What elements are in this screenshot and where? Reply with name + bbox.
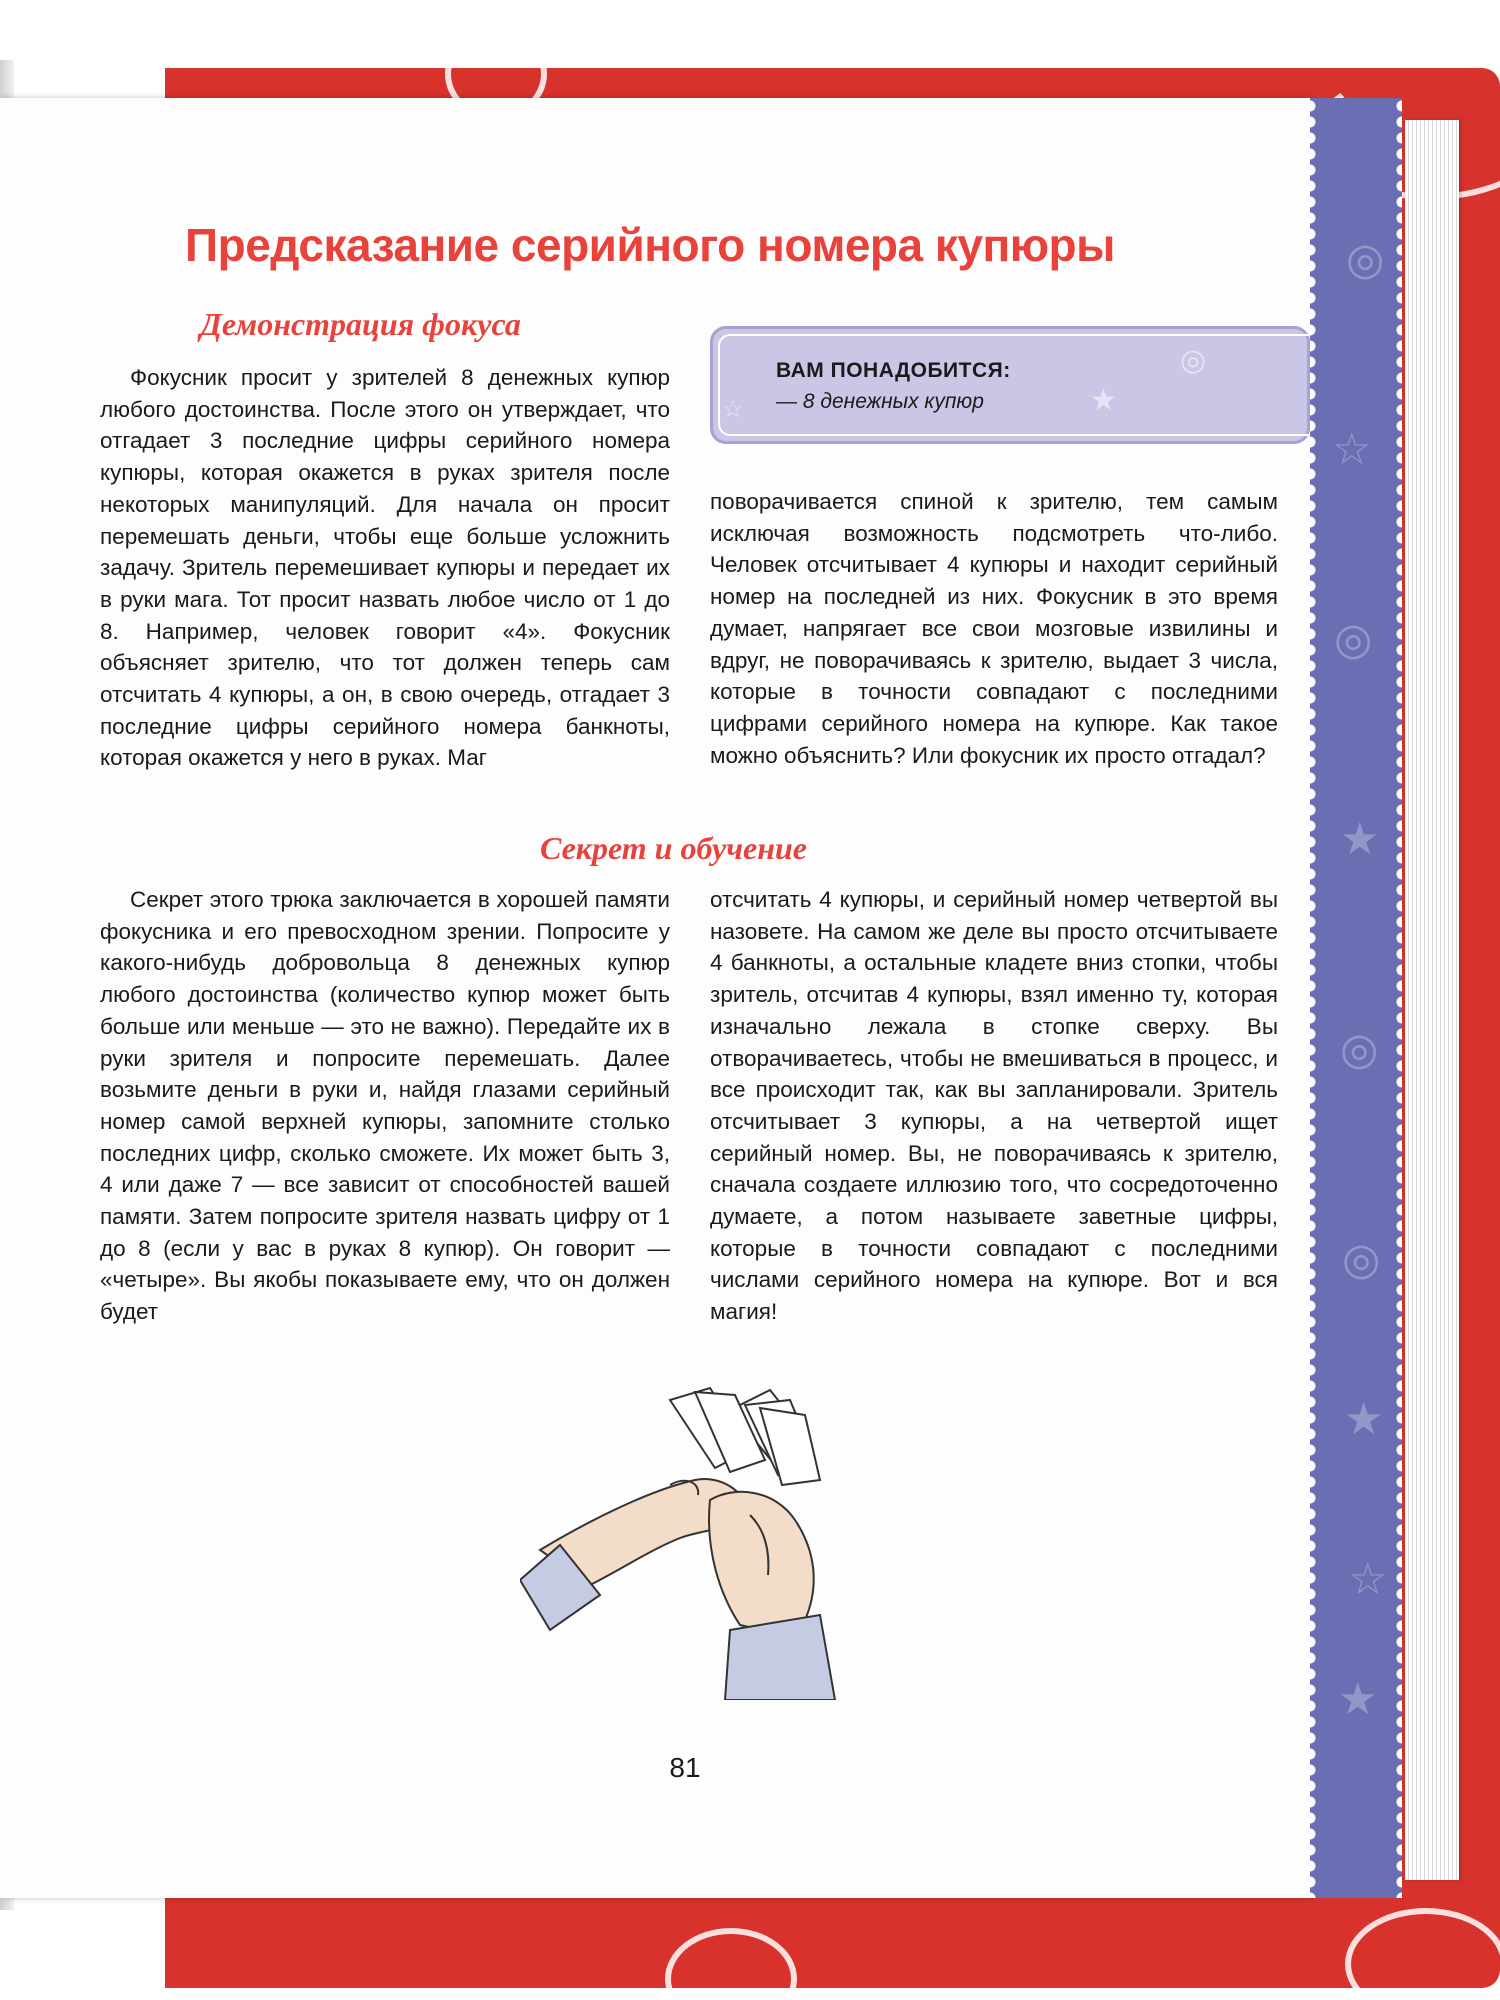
book-page-edges — [1405, 120, 1459, 1880]
section-heading-secret: Секрет и обучение — [540, 830, 807, 866]
materials-box-frame — [718, 334, 1310, 436]
cover-doodle — [1345, 1908, 1500, 1988]
materials-title: ВАМ ПОНАДОБИТСЯ: — [776, 359, 1011, 382]
spiral-icon: ◎ — [1334, 615, 1373, 664]
demo-text-column-1: Фокусник просит у зрителей 8 денежных купюр любого достоинства. После этого он утверждает, что отгадает 3 последние цифры серийного номера купюры, которая окажется в руках зрителя после некоторых манипуляций. Для начала он просит перемешать деньги, чтобы еще больше усложнить задачу. Зритель перемешивает купюры и передает их в руки мага. Тот просит назвать любое число от 1 до 8. Например, человек говорит «4». Фокусник объясняет зрителю, что тот должен теперь сам отсчитать 4 купюры, а он, в свою очередь, отгадает 3 последние цифры серийного номера банкноты, которая окажется у него в руках. Маг — [100, 365, 670, 771]
side-decor-stripe — [1310, 98, 1402, 1898]
materials-box — [710, 326, 1310, 444]
star-icon: ★ — [1340, 815, 1380, 864]
secret-text-column-1: Секрет этого трюка заключается в хорошей памяти фокусника и его превосходном зрении. Попросите у какого-нибудь добровольца 8 денежных купюр любого достоинства (количество купюр может быть больше или меньше — это не важно). Передайте их в руки зрителя и попросите перемешать. Далее возьмите деньги в руки и, найдя глазами серийный номер самой верхней купюры, запомните столько последних цифр, сколько сможете. Их может быть 3, 4 или даже 7 — все зависит от способностей вашей памяти. Затем попросите зрителя назвать цифру от 1 до 8 (если у вас в руках 8 купюр). Он говорит — «четыре». Вы якобы показываете ему, что он должен будет — [100, 887, 670, 1325]
spiral-icon: ◎ — [1340, 1025, 1379, 1074]
secret-text-column-2: отсчитать 4 купюры, и серийный номер четвертой вы назовете. На самом же деле вы просто отсчитываете 4 банкноты, а остальные кладете вниз стопки, чтобы зритель, отсчитав 4 купюры, взял именно ту, которая изначально лежала в стопке сверху. Вы отворачиваетесь, чтобы не вмешиваться в процесс, и все происходит так, как вы запланировали. Зритель отсчитывает 3 купюры, а на четвертой ищет серийный номер. Вы, не поворачиваясь к зрителю, сначала создаете иллюзию того, что сосредоточенно думаете, а потом называете заветные цифры, которые в точности совпадают с последними числами серийного номера на купюре. Вот и вся магия! — [710, 887, 1278, 1325]
page-number: 81 — [669, 1752, 701, 1783]
demo-text-column-2: поворачивается спиной к зрителю, тем самым исключая возможность подсмотреть что-либо. Человек отсчитывает 4 купюры и находит серийный номер на последней из них. Фокусник в это время думает, напрягает все свои мозговые извилины и вдруг, не поворачиваясь к зрителю, выдает 3 числа, которые в точности совпадают с последними цифрами серийного номера на купюре. Как такое можно объяснить? Или фокусник их просто отгадал? — [710, 489, 1278, 768]
star-icon: ★ — [1344, 1395, 1384, 1444]
star-icon: ☆ — [1348, 1555, 1388, 1604]
spiral-icon: ◎ — [1346, 235, 1385, 284]
star-icon: ☆ — [722, 396, 744, 423]
cover-doodle — [665, 1928, 797, 1988]
hands-counting-banknotes-icon — [520, 1380, 920, 1700]
star-icon: ★ — [1090, 384, 1117, 417]
materials-item: — 8 денежных купюр — [776, 390, 984, 413]
spiral-icon: ◎ — [1342, 1235, 1381, 1284]
section-heading-demo: Демонстрация фокуса — [200, 306, 521, 342]
star-icon: ☆ — [1332, 425, 1372, 474]
page-title: Предсказание серийного номера купюры — [185, 219, 1115, 271]
star-icon: ★ — [1338, 1675, 1378, 1724]
spiral-icon: ◎ — [1180, 344, 1207, 377]
